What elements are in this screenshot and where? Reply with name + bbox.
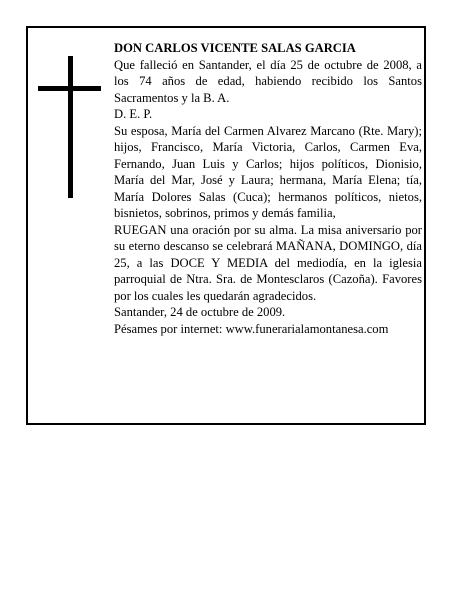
deceased-name: DON CARLOS VICENTE SALAS GARCIA	[114, 41, 356, 55]
notice-date: Santander, 24 de octubre de 2009.	[114, 305, 286, 319]
mass-request: RUEGAN una oración por su alma. La misa aniversario por su eterno descanso se celebrará MAÑANA, DOMINGO, día 25, a las DOCE Y MEDIA del mediodía, en la iglesia parroquial de Ntra. Sra. de Montesclaros (Cazoña). Favores por los cuales les quedarán agradecidos.	[114, 222, 422, 303]
family-list: Su esposa, María del Carmen Alvarez Marcano (Rte. Mary); hijos, Francisco, María Victoria, Carlos, Carmen Eva, Fernando, Juan Luis y Carlos; hijos políticos, Dionisio, María del Mar, José y Laura; hermana, María Elena; tía, María Dolores Salas (Cuca); hermanos políticos, nietos, bisnietos, sobrinos, primos y demás familia,	[114, 123, 422, 220]
obituary-notice	[26, 26, 426, 425]
condolences-line: Pésames por internet: www.funerarialamontanesa.com	[114, 321, 389, 336]
cross-vertical-bar	[68, 56, 73, 198]
rest-in-peace: D. E. P.	[114, 107, 153, 121]
death-statement: Que falleció en Santander, el día 25 de octubre de 2008, a los 74 años de edad, habiendo recibido los Santos Sacramentos y la B. A.	[114, 57, 422, 105]
cross-horizontal-bar	[38, 86, 101, 91]
notice-text	[114, 40, 422, 337]
